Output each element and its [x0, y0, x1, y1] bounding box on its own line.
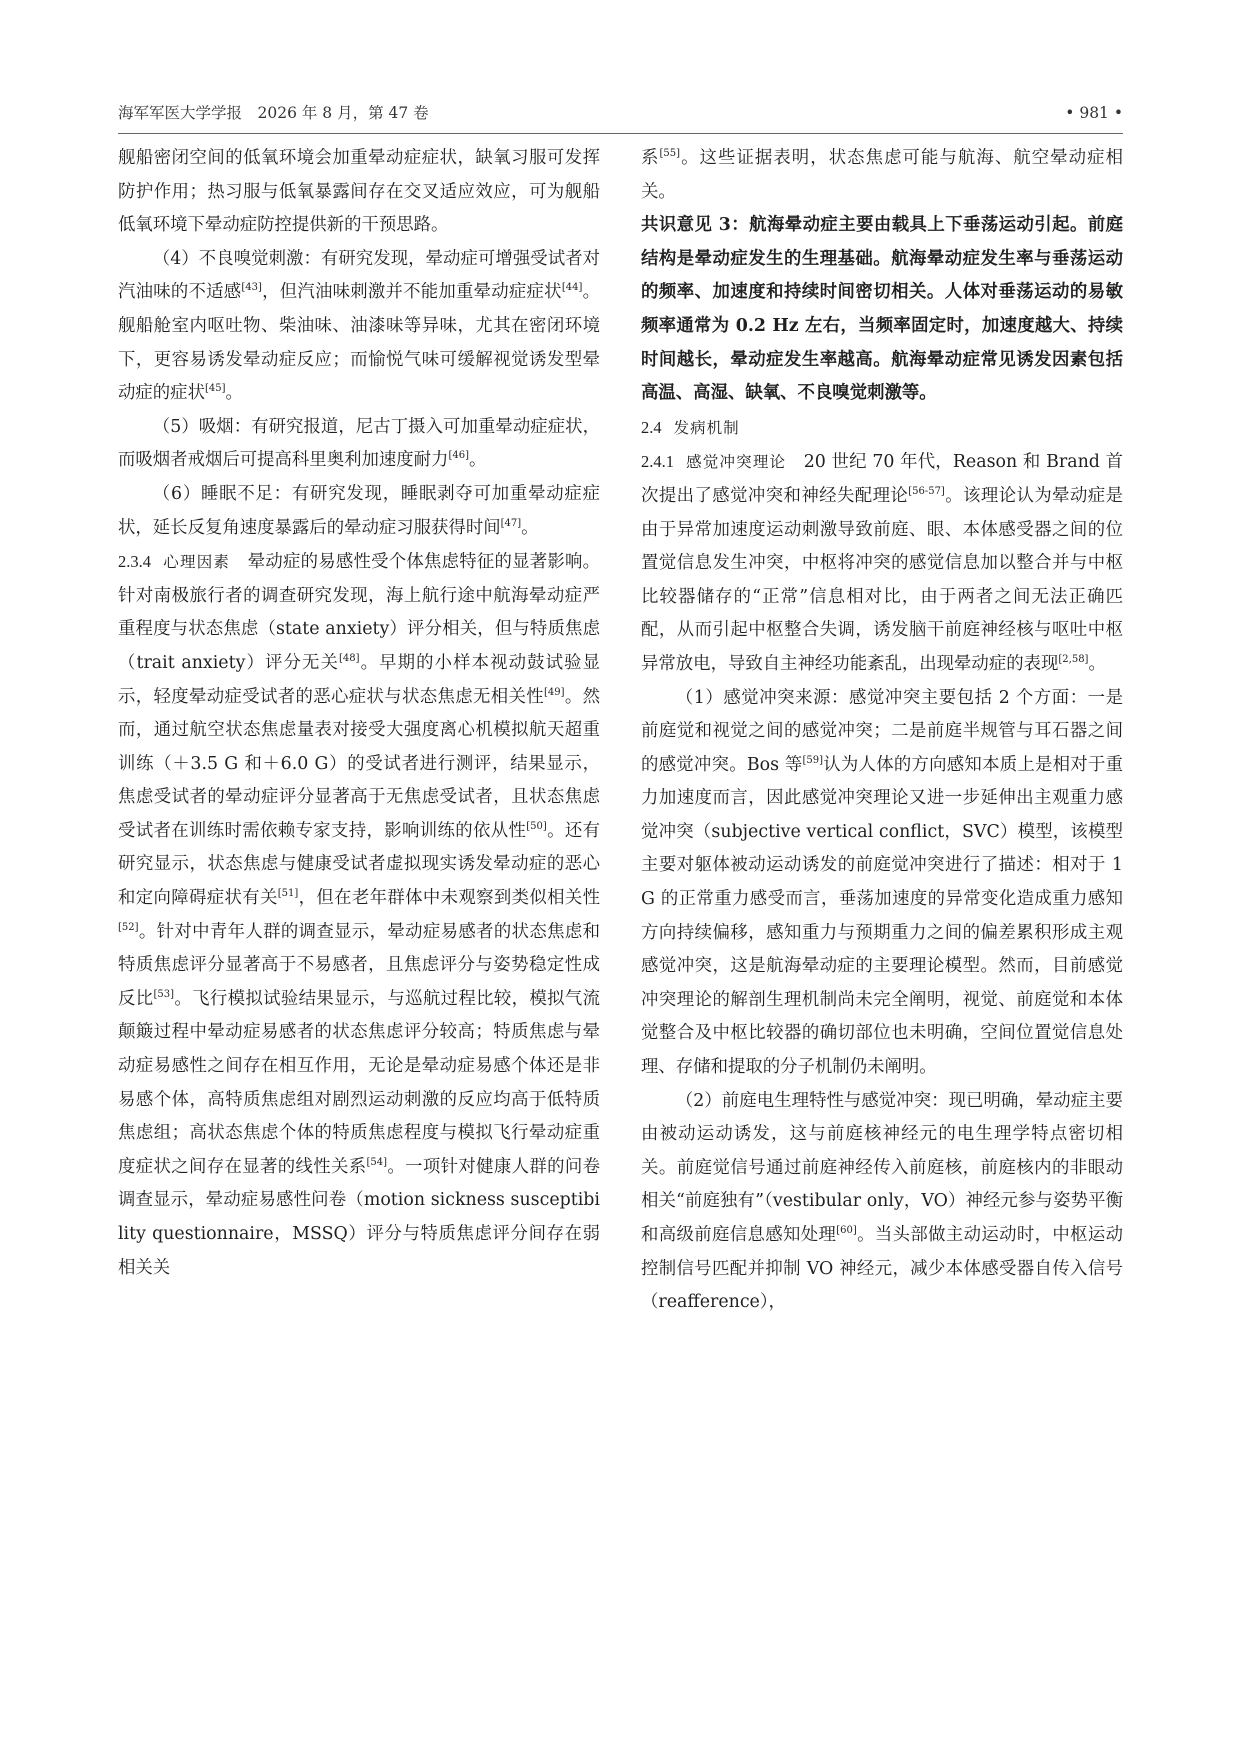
- citation-48: [48]: [339, 652, 360, 664]
- paragraph-hypoxia-continued: 舰船密闭空间的低氧环境会加重晕动症症状，缺氧习服可发挥防护作用；热习服与低氧暴露间存在交叉适应效应，可为舰船低氧环境下晕动症防控提供新的干预思路。: [118, 148, 600, 236]
- paragraph-smoking: [118, 411, 600, 478]
- text: 。一项针对健康人群的问卷调查显示，晕动症易感性问卷（motion sickness susceptibility questionnaire，MSSQ）评分与特质焦虑评分间存在弱相关关: [118, 1156, 600, 1278]
- citation-60: [60]: [836, 1225, 857, 1236]
- header-rule: [118, 133, 1123, 134]
- text: 。还有研究显示，状态焦虑与健康受试者虚拟现实诱发晕动症的恶心和定向障碍症状有关: [118, 820, 600, 909]
- citation-54: [54]: [366, 1156, 387, 1168]
- left-column: [118, 142, 600, 1737]
- section-title-psychological: 心理因素: [163, 553, 231, 572]
- text: 。早期的小样本视动鼓试验显示，轻度晕动症受试者的恶心症状与状态焦虑无相关性: [118, 652, 600, 707]
- paragraph-anxiety-conclusion: [641, 142, 1123, 209]
- section-title-sensory-conflict: 感觉冲突理论: [686, 453, 787, 472]
- citation-51: [51]: [277, 888, 299, 900]
- citation-44: [44]: [561, 282, 583, 294]
- text: （5）吸烟：有研究报道，尼古丁摄入可加重晕动症症状，而吸烟者戒烟后可提高科里奥利加速度耐力: [118, 416, 600, 471]
- section-title-pathogenesis: 发病机制: [673, 418, 740, 437]
- text: 。这些证据表明，状态焦虑可能与航海、航空晕动症相关。: [641, 148, 1123, 202]
- citation-49: [49]: [543, 686, 565, 698]
- consensus-opinion-3: 共识意见 3：航海晕动症主要由载具上下垂荡运动引起。前庭结构是晕动症发生的生理基础。航海晕动症发生率与垂荡运动的频率、加速度和持续时间密切相关。人体对垂荡运动的易敏频率通常为 0.2 Hz 左右，当频率固定时，加速度越大、持续时间越长，晕动症发生率越高。航海晕动症常见诱发因素包括高温、高湿、缺氧、不良嗅觉刺激等。: [641, 215, 1123, 404]
- text: （2）前庭电生理特性与感觉冲突：现已明确，晕动症主要由被动运动诱发，这与前庭核神经元的电生理学特点密切相关。前庭觉信号通过前庭神经传入前庭核，前庭核内的非眼动相关“前庭独有”（vestibular only，VO）神经元参与姿势平衡和高级前庭信息感知处理: [641, 1090, 1123, 1245]
- section-heading-2-4: [641, 411, 1123, 446]
- section-number-2-3-4: 2.3.4: [118, 552, 151, 572]
- citation-59: [59]: [802, 754, 824, 766]
- running-header-journal: 海军军医大学学报 2026 年 8 月，第 47 卷: [118, 104, 429, 122]
- section-number-2-4-1: 2.4.1: [641, 452, 674, 472]
- citation-52: [52]: [118, 921, 139, 933]
- text: 。然而，通过航空状态焦虑量表对接受大强度离心机模拟航天超重训练（＋3.5 G 和＋6.0 G）的受试者进行测评，结果显示，焦虑受试者的晕动症评分显著高于无焦虑受试者，且状态焦虑受试者在训练时需依赖专家支持，影响训练的依从性: [118, 686, 600, 841]
- paragraph-conflict-source: [641, 682, 1123, 1085]
- citation-53: [53]: [153, 988, 175, 1000]
- text: ，但在老年群体中未观察到类似相关性: [298, 888, 600, 909]
- text: 。舰船舱室内呕吐物、柴油味、油漆味等异味，尤其在密闭环境下，更容易诱发晕动症反应；而愉悦气味可缓解视觉诱发型晕动症的症状: [118, 282, 600, 404]
- citation-45: [45]: [204, 383, 226, 395]
- citation-2-58: [2,58]: [1058, 653, 1089, 665]
- section-number-2-4: 2.4: [641, 417, 662, 437]
- text: （4）不良嗅觉刺激：有研究发现，晕动症可增强受试者对汽油味的不适感: [118, 248, 600, 303]
- text: （6）睡眠不足：有研究发现，睡眠剥夺可加重晕动症症状，延长反复角速度暴露后的晕动症习服获得时间: [118, 483, 600, 538]
- paragraph-psychological: [118, 545, 600, 1285]
- citation-47: [47]: [500, 517, 522, 529]
- text: 。该理论认为晕动症是由于异常加速度运动刺激导致前庭、眼、本体感受器之间的位置觉信息发生冲突，中枢将冲突的感觉信息加以整合并与中枢比较器储存的“正常”信息相对比，由于两者之间无法正确匹配，从而引起中枢整合失调，诱发脑干前庭神经核与呕吐中枢异常放电，导致自主神经功能紊乱，出现晕动症的表现: [641, 485, 1123, 674]
- text: 。: [521, 517, 539, 538]
- citation-46: [46]: [448, 450, 469, 462]
- text: 。: [225, 383, 243, 404]
- text: 。针对中青年人群的调查显示，晕动症易感者的状态焦虑和特质焦虑评分显著高于不易感者，且焦虑评分与姿势稳定性成反比: [118, 921, 600, 1009]
- text: 。: [1088, 653, 1106, 674]
- right-column: [641, 142, 1123, 1737]
- paragraph-vestibular-electrophysiology: [641, 1085, 1123, 1320]
- text: ，但汽油味刺激并不能加重晕动症症状: [261, 282, 562, 303]
- text: 。: [468, 450, 487, 471]
- citation-55: [55]: [659, 148, 680, 159]
- citation-56-57: [56-57]: [908, 485, 945, 497]
- text: 晕动症的易感性受个体焦虑特征的显著影响。针对南极旅行者的调查研究发现，海上航行途中航海晕动症严重程度与状态焦虑（state anxiety）评分相关，但与特质焦虑（trait anxiety）评分无关: [118, 552, 600, 673]
- text: 。当头部做主动运动时，中枢运动控制信号匹配并抑制 VO 神经元，减少本体感受器自传入信号（reafference），: [641, 1225, 1123, 1313]
- text: 20 世纪 70 年代，Reason 和 Brand 首次提出了感觉冲突和神经失配理论: [641, 452, 1123, 506]
- text: 。飞行模拟试验结果显示，与巡航过程比较，模拟气流颠簸过程中晕动症易感者的状态焦虑评分较高；特质焦虑与晕动症易感性之间存在相互作用，无论是晕动症易感个体还是非易感个体，高特质焦虑组对剧烈运动刺激的反应均高于低特质焦虑组；高状态焦虑个体的特质焦虑程度与模拟飞行晕动症重度症状之间存在显著的线性关系: [118, 988, 600, 1177]
- text: 认为人体的方向感知本质上是相对于重力加速度而言，因此感觉冲突理论又进一步延伸出主观重力感觉冲突（subjective vertical conflict，SVC）模型，该模型主要对躯体被动运动诱发的前庭觉冲突进行了描述：相对于 1 G 的正常重力感受而言，垂荡加速度的异常变化造成重力感知方向持续偏移，感知重力与预期重力之间的偏差累积形成主观感觉冲突，这是航海晕动症的主要理论模型。然而，目前感觉冲突理论的解剖生理机制尚未完全阐明，视觉、前庭觉和本体觉整合及中枢比较器的确切部位也未明确，空间位置觉信息处理、存储和提取的分子机制仍未阐明。: [641, 754, 1123, 1078]
- paragraph-sleep: [118, 478, 600, 545]
- running-header-page-number: • 981 •: [1065, 104, 1123, 122]
- paragraph-olfactory: [118, 243, 600, 411]
- text: 系: [641, 148, 660, 168]
- citation-43: [43]: [241, 282, 262, 294]
- text: （1）感觉冲突来源：感觉冲突主要包括 2 个方面：一是前庭觉和视觉之间的感觉冲突；二是前庭半规管与耳石器之间的感觉冲突。Bos 等: [641, 687, 1123, 775]
- citation-50: [50]: [526, 820, 547, 832]
- paragraph-sensory-conflict-theory: [641, 445, 1123, 681]
